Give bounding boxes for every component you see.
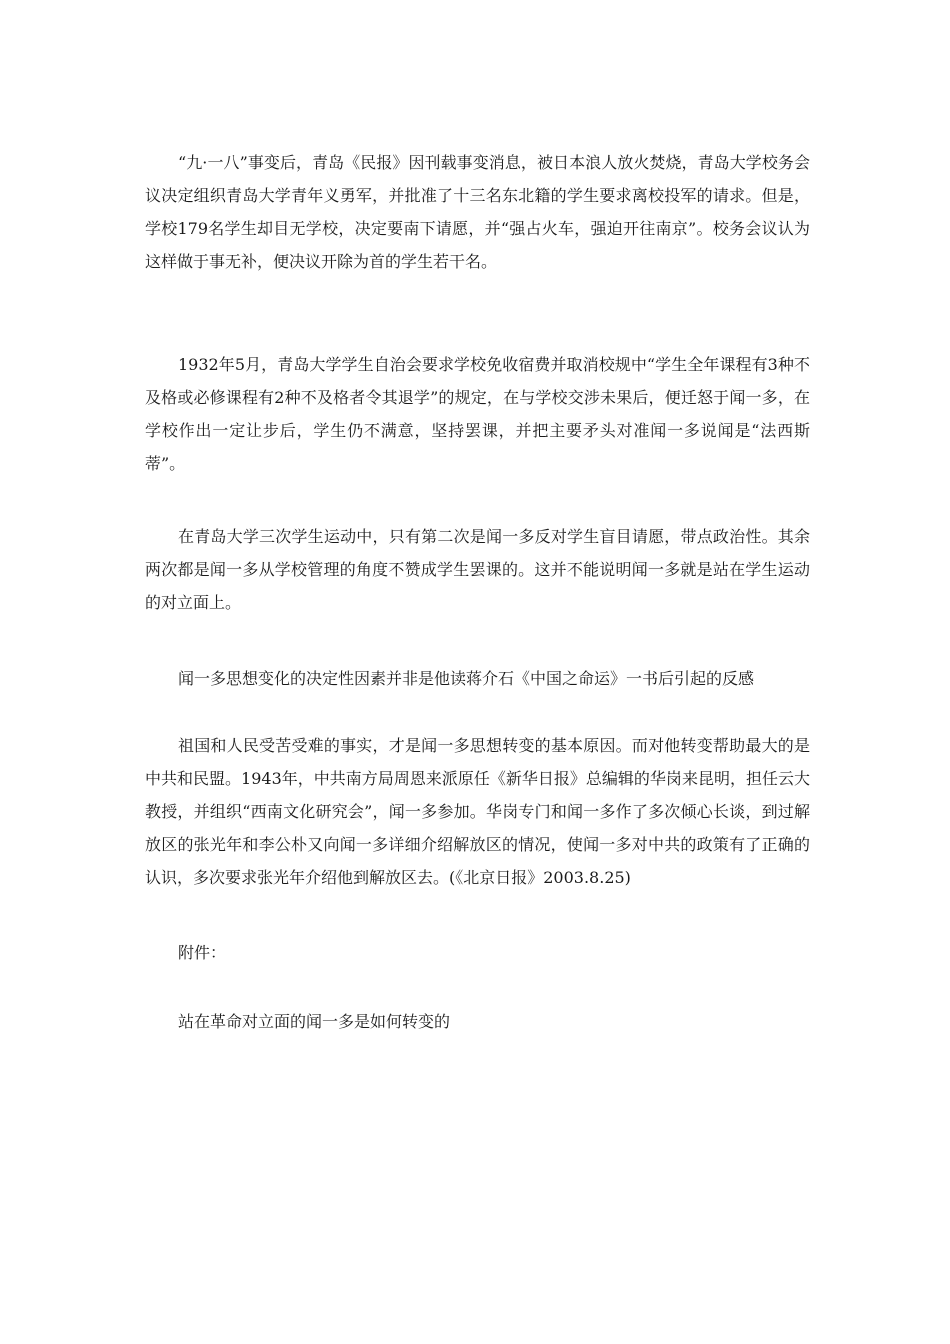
paragraph-spacer <box>145 695 810 729</box>
paragraph-transformation-cause: 祖国和人民受苦受难的事实，才是闻一多思想转变的基本原因。而对他转变帮助最大的是中共和民盟。1943年，中共南方局周恩来派原任《新华日报》总编辑的华岗来昆明，担任云大教授，并组织“西南文化研究会”，闻一多参加。华岗专门和闻一多作了多次倾心长谈，到过解放区的张光年和李公朴又向闻一多详细介绍解放区的情况，使闻一多对中共的政策有了正确的认识，多次要求张光年介绍他到解放区去。(《北京日报》2003.8.25) <box>145 736 810 887</box>
paragraph-spacer <box>145 278 810 348</box>
document-body <box>145 146 810 1038</box>
attachment-title: 站在革命对立面的闻一多是如何转变的 <box>178 1012 451 1031</box>
paragraph-1932-strike: 1932年5月，青岛大学学生自治会要求学校免收宿费并取消校规中“学生全年课程有3种不及格或必修课程有2种不及格者令其退学”的规定，在与学校交涉未果后，便迁怒于闻一多，在学校作出一定让步后，学生仍不满意，坚持罢课，并把主要矛头对准闻一多说闻是“法西斯蒂”。 <box>145 355 810 473</box>
section-heading-decisive-factor: 闻一多思想变化的决定性因素并非是他读蒋介石《中国之命运》一书后引起的反感 <box>178 669 755 688</box>
paragraph-spacer <box>145 619 810 662</box>
paragraph-spacer <box>145 894 810 936</box>
paragraph-spacer <box>145 969 810 1005</box>
paragraph-three-movements: 在青岛大学三次学生运动中，只有第二次是闻一多反对学生盲目请愿，带点政治性。其余两次都是闻一多从学校管理的角度不赞成学生罢课的。这并不能说明闻一多就是站在学生运动的对立面上。 <box>145 527 810 612</box>
paragraph-qingdao-fire: “九·一八”事变后，青岛《民报》因刊载事变消息，被日本浪人放火焚烧，青岛大学校务会议决定组织青岛大学青年义勇军，并批准了十三名东北籍的学生要求离校投军的请求。但是，学校179名学生却目无学校，决定要南下请愿，并“强占火车，强迫开往南京”。校务会议认为这样做于事无补，便决议开除为首的学生若干名。 <box>145 153 810 271</box>
paragraph-spacer <box>145 480 810 520</box>
attachment-label: 附件： <box>178 943 227 962</box>
